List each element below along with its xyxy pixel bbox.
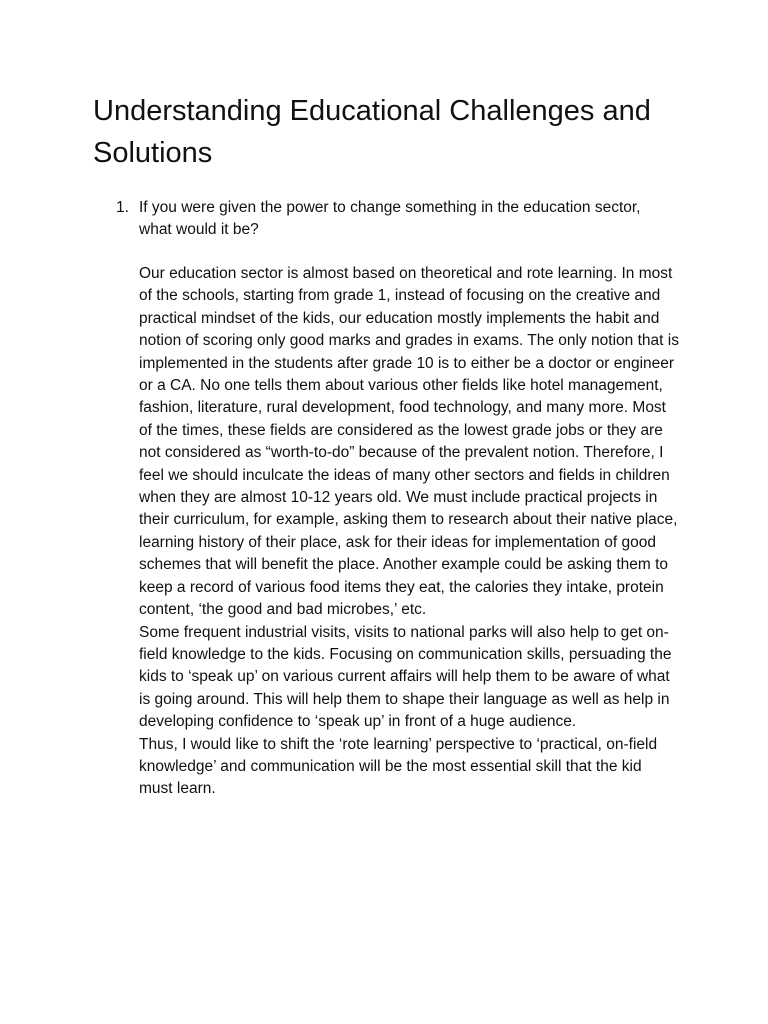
question-number: 1.	[116, 199, 129, 216]
answer-paragraph: Thus, I would like to shift the ‘rote learning’ perspective to ‘practical, on-field knowledge’ and communication will be the most essential skill that the kid must learn.	[139, 735, 658, 798]
answer-body	[139, 263, 679, 801]
answer-paragraph: Some frequent industrial visits, visits to national parks will also help to get on-field knowledge to the kids. Focusing on communication skills, persuading the kids to ‘speak up’ on various current affairs will help them to be aware of what is going around. This will help them to shape their language as well as help in developing confidence to ‘speak up’ in front of a huge audience.	[139, 623, 672, 731]
answer-paragraph: Our education sector is almost based on theoretical and rote learning. In most of the schools, starting from grade 1, instead of focusing on the creative and practical mindset of the kids, our education mostly implements the habit and notion of scoring only good marks and grades in exams. The only notion that is implemented in the students after grade 10 is to either be a doctor or engineer or a CA. No one tells them about various other fields like hotel management, fashion, literature, rural development, food technology, and many more. Most of the times, these fields are considered as the lowest grade jobs or they are not considered as “worth-to-do” because of the prevalent notion. Therefore, I feel we should inculcate the ideas of many other sectors and fields in children when they are almost 10-12 years old. We must include practical projects in their curriculum, for example, asking them to research about their native place, learning history of their place, ask for their ideas for implementation of good schemes that will benefit the place. Another example could be asking them to keep a record of various food items they eat, the calories they intake, protein content, ‘the good and bad microbes,’ etc.	[139, 265, 679, 619]
question-text: If you were given the power to change something in the education sector, what would it be?	[139, 199, 641, 239]
document-title: Understanding Educational Challenges and Solutions	[93, 95, 651, 169]
